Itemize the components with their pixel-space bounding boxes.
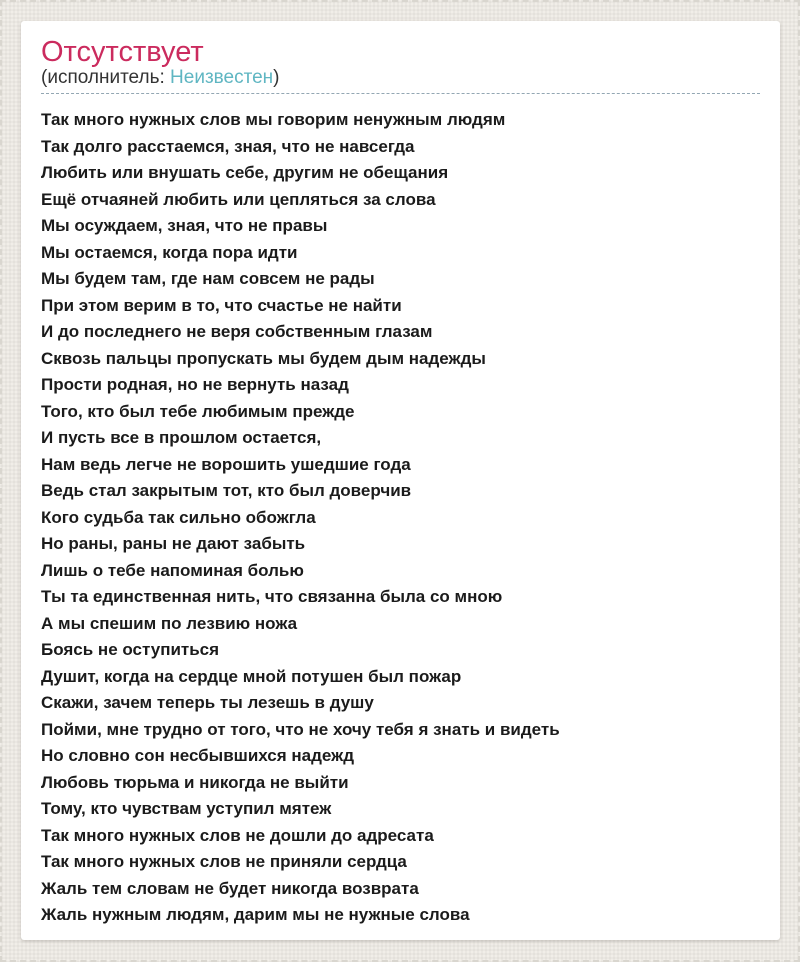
lyric-line: Сквозь пальцы пропускать мы будем дым надежды	[41, 348, 486, 368]
artist-line	[41, 67, 760, 94]
lyrics-card	[21, 21, 780, 940]
lyric-line: Скажи, зачем теперь ты лезешь в душу	[41, 693, 374, 712]
lyric-line: Любовь тюрьма и никогда не выйти	[41, 772, 349, 792]
lyric-line: При этом верим в то, что счастье не найти	[41, 295, 402, 315]
lyric-line: Ещё отчаяней любить или цепляться за слова	[41, 189, 436, 209]
lyric-line: Мы осуждаем, зная, что не правы	[41, 216, 328, 235]
artist-link[interactable]: Неизвестен	[170, 67, 274, 88]
artist-label-suffix: )	[273, 67, 280, 88]
lyric-line: Лишь о тебе напоминая болью	[41, 560, 304, 580]
song-title: Отсутствует	[41, 36, 204, 68]
lyric-line: Так долго расстаемся, зная, что не навсегда	[41, 136, 415, 156]
lyric-line: Но словно сон несбывшихся надежд	[41, 746, 354, 765]
artist-label-prefix: (исполнитель:	[41, 67, 171, 88]
lyric-line: Мы остаемся, когда пора идти	[41, 242, 298, 262]
lyric-line: Ведь стал закрытым тот, кто был доверчив	[41, 481, 412, 500]
lyric-line: Ты та единственная нить, что связанна была со мною	[41, 587, 503, 606]
lyric-line: Жаль нужным людям, дарим мы не нужные слова	[41, 905, 470, 924]
lyric-line: Тому, кто чувствам уступил мятеж	[41, 799, 332, 818]
lyrics-text	[41, 107, 760, 929]
lyric-line: И до последнего не веря собственным глазам	[41, 322, 433, 341]
lyric-line: Прости родная, но не вернуть назад	[41, 375, 349, 394]
lyric-line: Нам ведь легче не ворошить ушедшие года	[41, 454, 411, 474]
lyric-line: А мы спешим по лезвию ножа	[41, 613, 298, 633]
lyric-line: Кого судьба так сильно обожгла	[41, 507, 316, 527]
lyric-line: Так много нужных слов мы говорим ненужным людям	[41, 110, 506, 129]
lyric-line: Так много нужных слов не дошли до адресата	[41, 825, 434, 845]
lyric-line: Душит, когда на сердце мной потушен был пожар	[41, 666, 462, 686]
lyric-line: Жаль тем словам не будет никогда возврата	[41, 878, 419, 898]
lyric-line: Так много нужных слов не приняли сердца	[41, 852, 407, 871]
lyric-line: Боясь не оступиться	[41, 640, 220, 659]
lyric-line: Но раны, раны не дают забыть	[41, 534, 306, 553]
lyric-line: Пойми, мне трудно от того, что не хочу тебя я знать и видеть	[41, 719, 560, 739]
lyric-line: Любить или внушать себе, другим не обещания	[41, 163, 449, 182]
lyric-line: И пусть все в прошлом остается,	[41, 428, 322, 447]
lyric-line: Того, кто был тебе любимым прежде	[41, 401, 355, 421]
lyric-line: Мы будем там, где нам совсем не рады	[41, 269, 375, 288]
